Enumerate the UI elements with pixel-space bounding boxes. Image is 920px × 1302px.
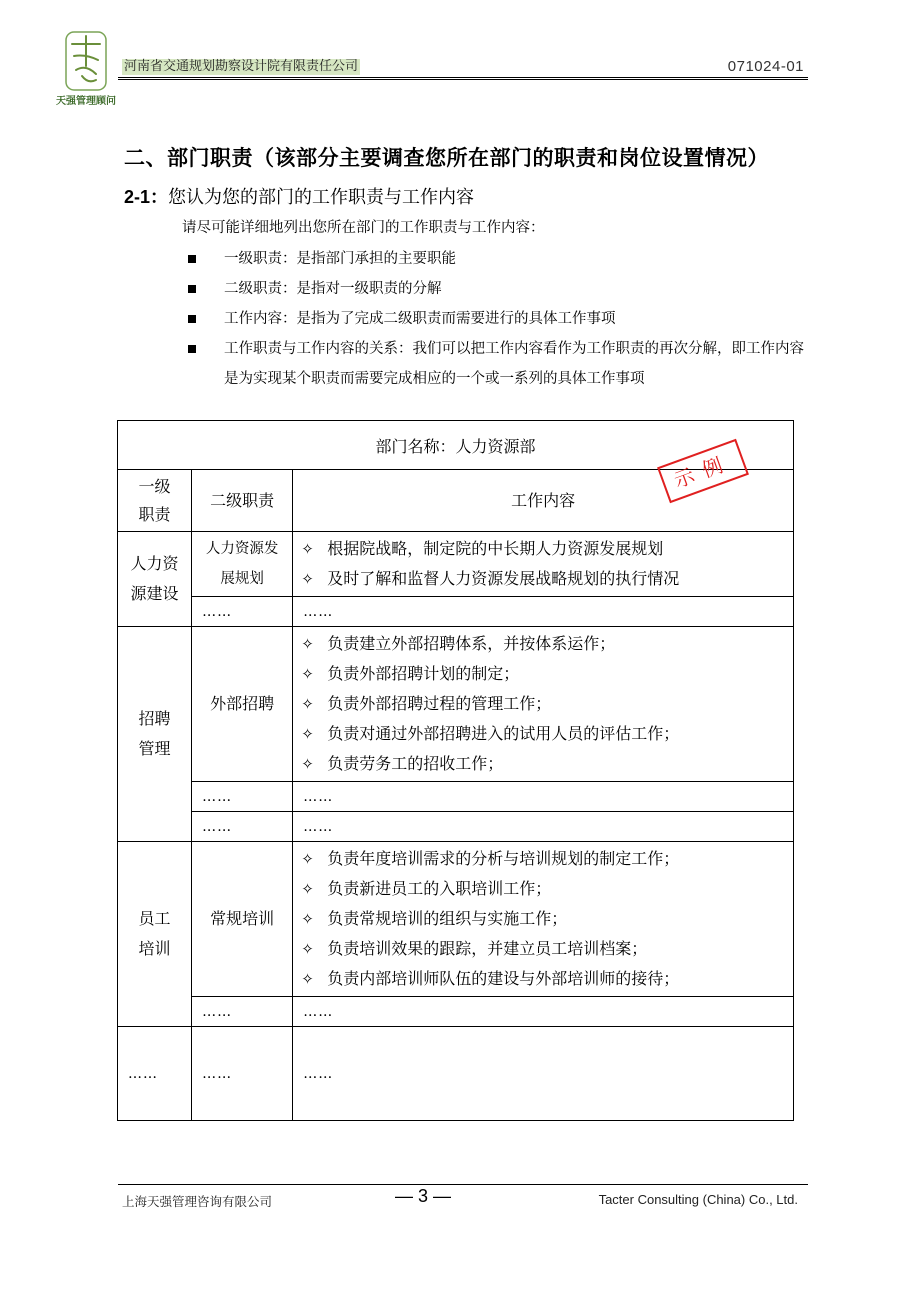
definition-text: 二级职责：是指对一级职责的分解 bbox=[224, 281, 442, 297]
footer-company: 上海天强管理咨询有限公司 bbox=[122, 1194, 273, 1209]
example-stamp: 示例 bbox=[657, 439, 749, 503]
department-name-cell: 部门名称：人力资源部 bbox=[118, 421, 794, 470]
header-rule-secondary bbox=[118, 79, 808, 80]
diamond-bullet-icon: ✧ bbox=[301, 725, 314, 743]
work-content-cell bbox=[293, 532, 794, 597]
definition-text: 工作职责与工作内容的关系：我们可以把工作内容看作为工作职责的再次分解，即工作内容是为实现某个职责而需要完成相应的一个或一系列的具体工作事项 bbox=[224, 341, 804, 387]
diamond-bullet-icon: ✧ bbox=[301, 940, 314, 958]
work-item: ✧ 负责新进员工的入职培训工作； bbox=[301, 874, 793, 904]
work-item: ✧ 负责常规培训的组织与实施工作； bbox=[301, 904, 793, 934]
col-header-level2: 二级职责 bbox=[192, 470, 293, 532]
header-company: 河南省交通规划勘察设计院有限责任公司 bbox=[124, 59, 359, 74]
diamond-bullet-icon: ✧ bbox=[301, 880, 314, 898]
definition-text: 工作内容：是指为了完成二级职责而需要进行的具体工作事项 bbox=[224, 311, 616, 327]
work-item: ✧ 根据院战略，制定院的中长期人力资源发展规划 bbox=[301, 534, 793, 564]
company-logo bbox=[52, 26, 120, 118]
work-item: ✧ 负责年度培训需求的分析与培训规划的制定工作； bbox=[301, 844, 793, 874]
subsection-number: 2-1： bbox=[124, 187, 169, 207]
diamond-bullet-icon: ✧ bbox=[301, 850, 314, 868]
subsection-text: 您认为您的部门的工作职责与工作内容 bbox=[168, 187, 475, 208]
square-bullet-icon bbox=[188, 345, 196, 353]
subsection-title bbox=[124, 183, 474, 209]
level1-cell: 员工培训 bbox=[118, 842, 192, 1027]
definition-text: 一级职责：是指部门承担的主要职能 bbox=[224, 251, 456, 267]
intro-text: 请尽可能详细地列出您所在部门的工作职责与工作内容： bbox=[182, 220, 545, 236]
ellipsis-cell: …… bbox=[293, 782, 794, 812]
ellipsis-cell: …… bbox=[192, 597, 293, 627]
diamond-bullet-icon: ✧ bbox=[301, 970, 314, 988]
logo-text: 天强管理顾问 bbox=[56, 96, 116, 107]
ellipsis-cell: …… bbox=[192, 997, 293, 1027]
work-content-cell bbox=[293, 842, 794, 997]
header-rule bbox=[118, 77, 808, 78]
ellipsis-cell: …… bbox=[293, 997, 794, 1027]
col-header-work-content: 工作内容 bbox=[293, 470, 794, 532]
ellipsis-cell: …… bbox=[118, 1027, 192, 1121]
diamond-bullet-icon: ✧ bbox=[301, 695, 314, 713]
ellipsis-cell: …… bbox=[192, 1027, 293, 1121]
level2-cell: 常规培训 bbox=[192, 842, 293, 997]
section-title: 二、部门职责（该部分主要调查您所在部门的职责和岗位设置情况） bbox=[124, 146, 769, 170]
work-item: ✧ 负责建立外部招聘体系，并按体系运作； bbox=[301, 629, 793, 659]
diamond-bullet-icon: ✧ bbox=[301, 755, 314, 773]
ellipsis-cell: …… bbox=[192, 782, 293, 812]
diamond-bullet-icon: ✧ bbox=[301, 910, 314, 928]
diamond-bullet-icon: ✧ bbox=[301, 635, 314, 653]
diamond-bullet-icon: ✧ bbox=[301, 540, 314, 558]
footer-rule bbox=[118, 1184, 808, 1185]
diamond-bullet-icon: ✧ bbox=[301, 570, 314, 588]
level2-cell: 外部招聘 bbox=[192, 627, 293, 782]
work-item: ✧ 负责劳务工的招收工作； bbox=[301, 749, 793, 779]
work-item: ✧ 负责内部培训师队伍的建设与外部培训师的接待； bbox=[301, 964, 793, 994]
definition-item bbox=[186, 244, 816, 274]
col-header-level1: 一级职责 bbox=[118, 470, 192, 532]
square-bullet-icon bbox=[188, 315, 196, 323]
work-item: ✧ 负责外部招聘过程的管理工作； bbox=[301, 689, 793, 719]
level2-cell: 人力资源发展规划 bbox=[192, 532, 293, 597]
ellipsis-cell: …… bbox=[192, 812, 293, 842]
ellipsis-cell: …… bbox=[293, 812, 794, 842]
level1-cell: 招聘管理 bbox=[118, 627, 192, 842]
level1-cell: 人力资源建设 bbox=[118, 532, 192, 627]
definition-item bbox=[186, 334, 816, 394]
page-number: — 3 — bbox=[395, 1186, 452, 1206]
work-item: ✧ 负责外部招聘计划的制定； bbox=[301, 659, 793, 689]
definition-item bbox=[186, 274, 816, 304]
square-bullet-icon bbox=[188, 285, 196, 293]
square-bullet-icon bbox=[188, 255, 196, 263]
definition-list bbox=[186, 244, 816, 394]
work-content-cell bbox=[293, 627, 794, 782]
footer-company-en: Tacter Consulting (China) Co., Ltd. bbox=[598, 1192, 798, 1207]
work-item: ✧ 负责培训效果的跟踪，并建立员工培训档案； bbox=[301, 934, 793, 964]
definition-item bbox=[186, 304, 816, 334]
diamond-bullet-icon: ✧ bbox=[301, 665, 314, 683]
ellipsis-cell: …… bbox=[293, 1027, 794, 1121]
department-duty-table bbox=[117, 420, 794, 1121]
work-item: ✧ 及时了解和监督人力资源发展战略规划的执行情况 bbox=[301, 564, 793, 594]
header-doc-code: 071024-01 bbox=[727, 58, 804, 75]
work-item: ✧ 负责对通过外部招聘进入的试用人员的评估工作； bbox=[301, 719, 793, 749]
ellipsis-cell: …… bbox=[293, 597, 794, 627]
